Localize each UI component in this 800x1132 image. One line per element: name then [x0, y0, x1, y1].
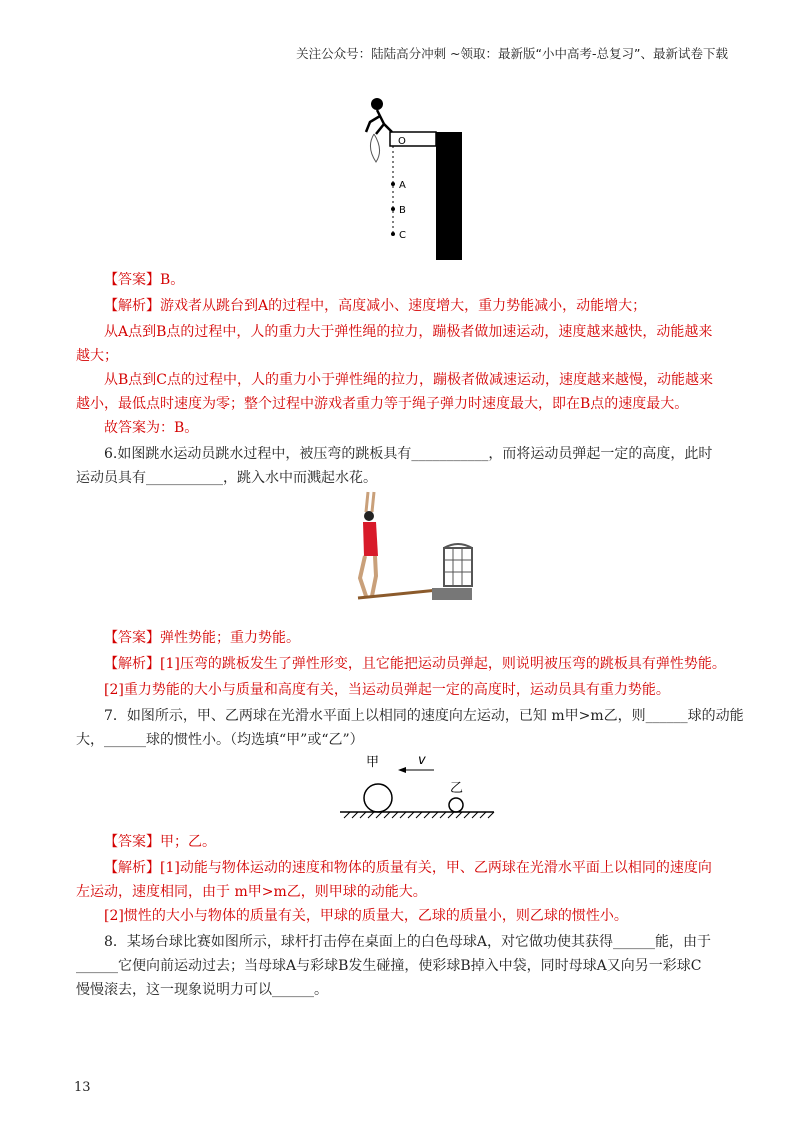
q6-text-2: 运动员具有___________，跳入水中而溅起水花。	[76, 470, 377, 486]
q7-analysis-2: 左运动，速度相同，由于 m甲>m乙，则甲球的动能大。	[76, 884, 427, 900]
velocity-label: v	[418, 753, 426, 768]
q5-conclusion: 故答案为：B。	[104, 420, 199, 436]
q5-answer: 【答案】B。	[104, 272, 185, 288]
q5-analysis-3a: 从B点到C点的过程中，人的重力小于弹性绳的拉力，蹦极者做减速运动，速度越来越慢，动能越来	[104, 372, 713, 388]
q7-text-2: 大，______球的惯性小。（均选填“甲”或“乙”）	[76, 732, 364, 748]
diving-figure	[348, 490, 478, 602]
balls-figure	[338, 752, 498, 822]
q8-text-3: 慢慢滚去，这一现象说明力可以______。	[76, 982, 328, 998]
page-header: 关注公众号：陆陆高分冲刺 ~领取：最新版“小中高考-总复习”、最新试卷下载	[296, 46, 728, 61]
q5-analysis-3b: 越小，最低点时速度为零；整个过程中游戏者重力等于绳子弹力时速度最大，即在B点的速度最大。	[76, 396, 689, 412]
q7-text-1: 7．如图所示，甲、乙两球在光滑水平面上以相同的速度向左运动，已知 m甲>m乙，则______球的动能	[104, 708, 744, 724]
point-c-label: C	[399, 230, 406, 241]
q5-analysis-2b: 越大；	[76, 348, 118, 364]
q7-answer: 【答案】甲；乙。	[104, 834, 216, 850]
ball-yi-label: 乙	[450, 781, 464, 796]
ball-jia-label: 甲	[366, 755, 380, 770]
point-a-label: A	[399, 180, 406, 191]
q8-text-2: ______它便向前运动过去；当母球A与彩球B发生碰撞，使彩球B掉入中袋，同时母球A又向另一彩球C	[76, 958, 702, 974]
q8-text-1: 8．某场台球比赛如图所示，球杆打击停在桌面上的白色母球A，对它做功使其获得______能，由于	[104, 934, 712, 950]
point-o-label: O	[398, 136, 406, 147]
q5-analysis-2a: 从A点到B点的过程中，人的重力大于弹性绳的拉力，蹦极者做加速运动，速度越来越快，动能越来	[104, 324, 713, 340]
point-b-label: B	[399, 205, 406, 216]
bungee-figure	[362, 92, 467, 262]
q6-analysis-1: 【解析】[1]压弯的跳板发生了弹性形变，且它能把运动员弹起，则说明被压弯的跳板具有弹性势能。	[104, 656, 726, 672]
q7-analysis-1: 【解析】[1]动能与物体运动的速度和物体的质量有关，甲、乙两球在光滑水平面上以相同的速度向	[104, 860, 712, 876]
q6-analysis-2: [2]重力势能的大小与质量和高度有关，当运动员弹起一定的高度时，运动员具有重力势能。	[104, 682, 670, 698]
q6-text-1: 6.如图跳水运动员跳水过程中，被压弯的跳板具有___________，而将运动员弹起一定的高度，此时	[104, 446, 713, 462]
q6-answer: 【答案】弹性势能；重力势能。	[104, 630, 300, 646]
q7-analysis-3: [2]惯性的大小与物体的质量有关，甲球的质量大，乙球的质量小，则乙球的惯性小。	[104, 908, 628, 924]
q5-analysis-1: 【解析】游戏者从跳台到A的过程中，高度减小、速度增大，重力势能减小，动能增大；	[104, 298, 647, 314]
page-number: 13	[74, 1080, 91, 1095]
